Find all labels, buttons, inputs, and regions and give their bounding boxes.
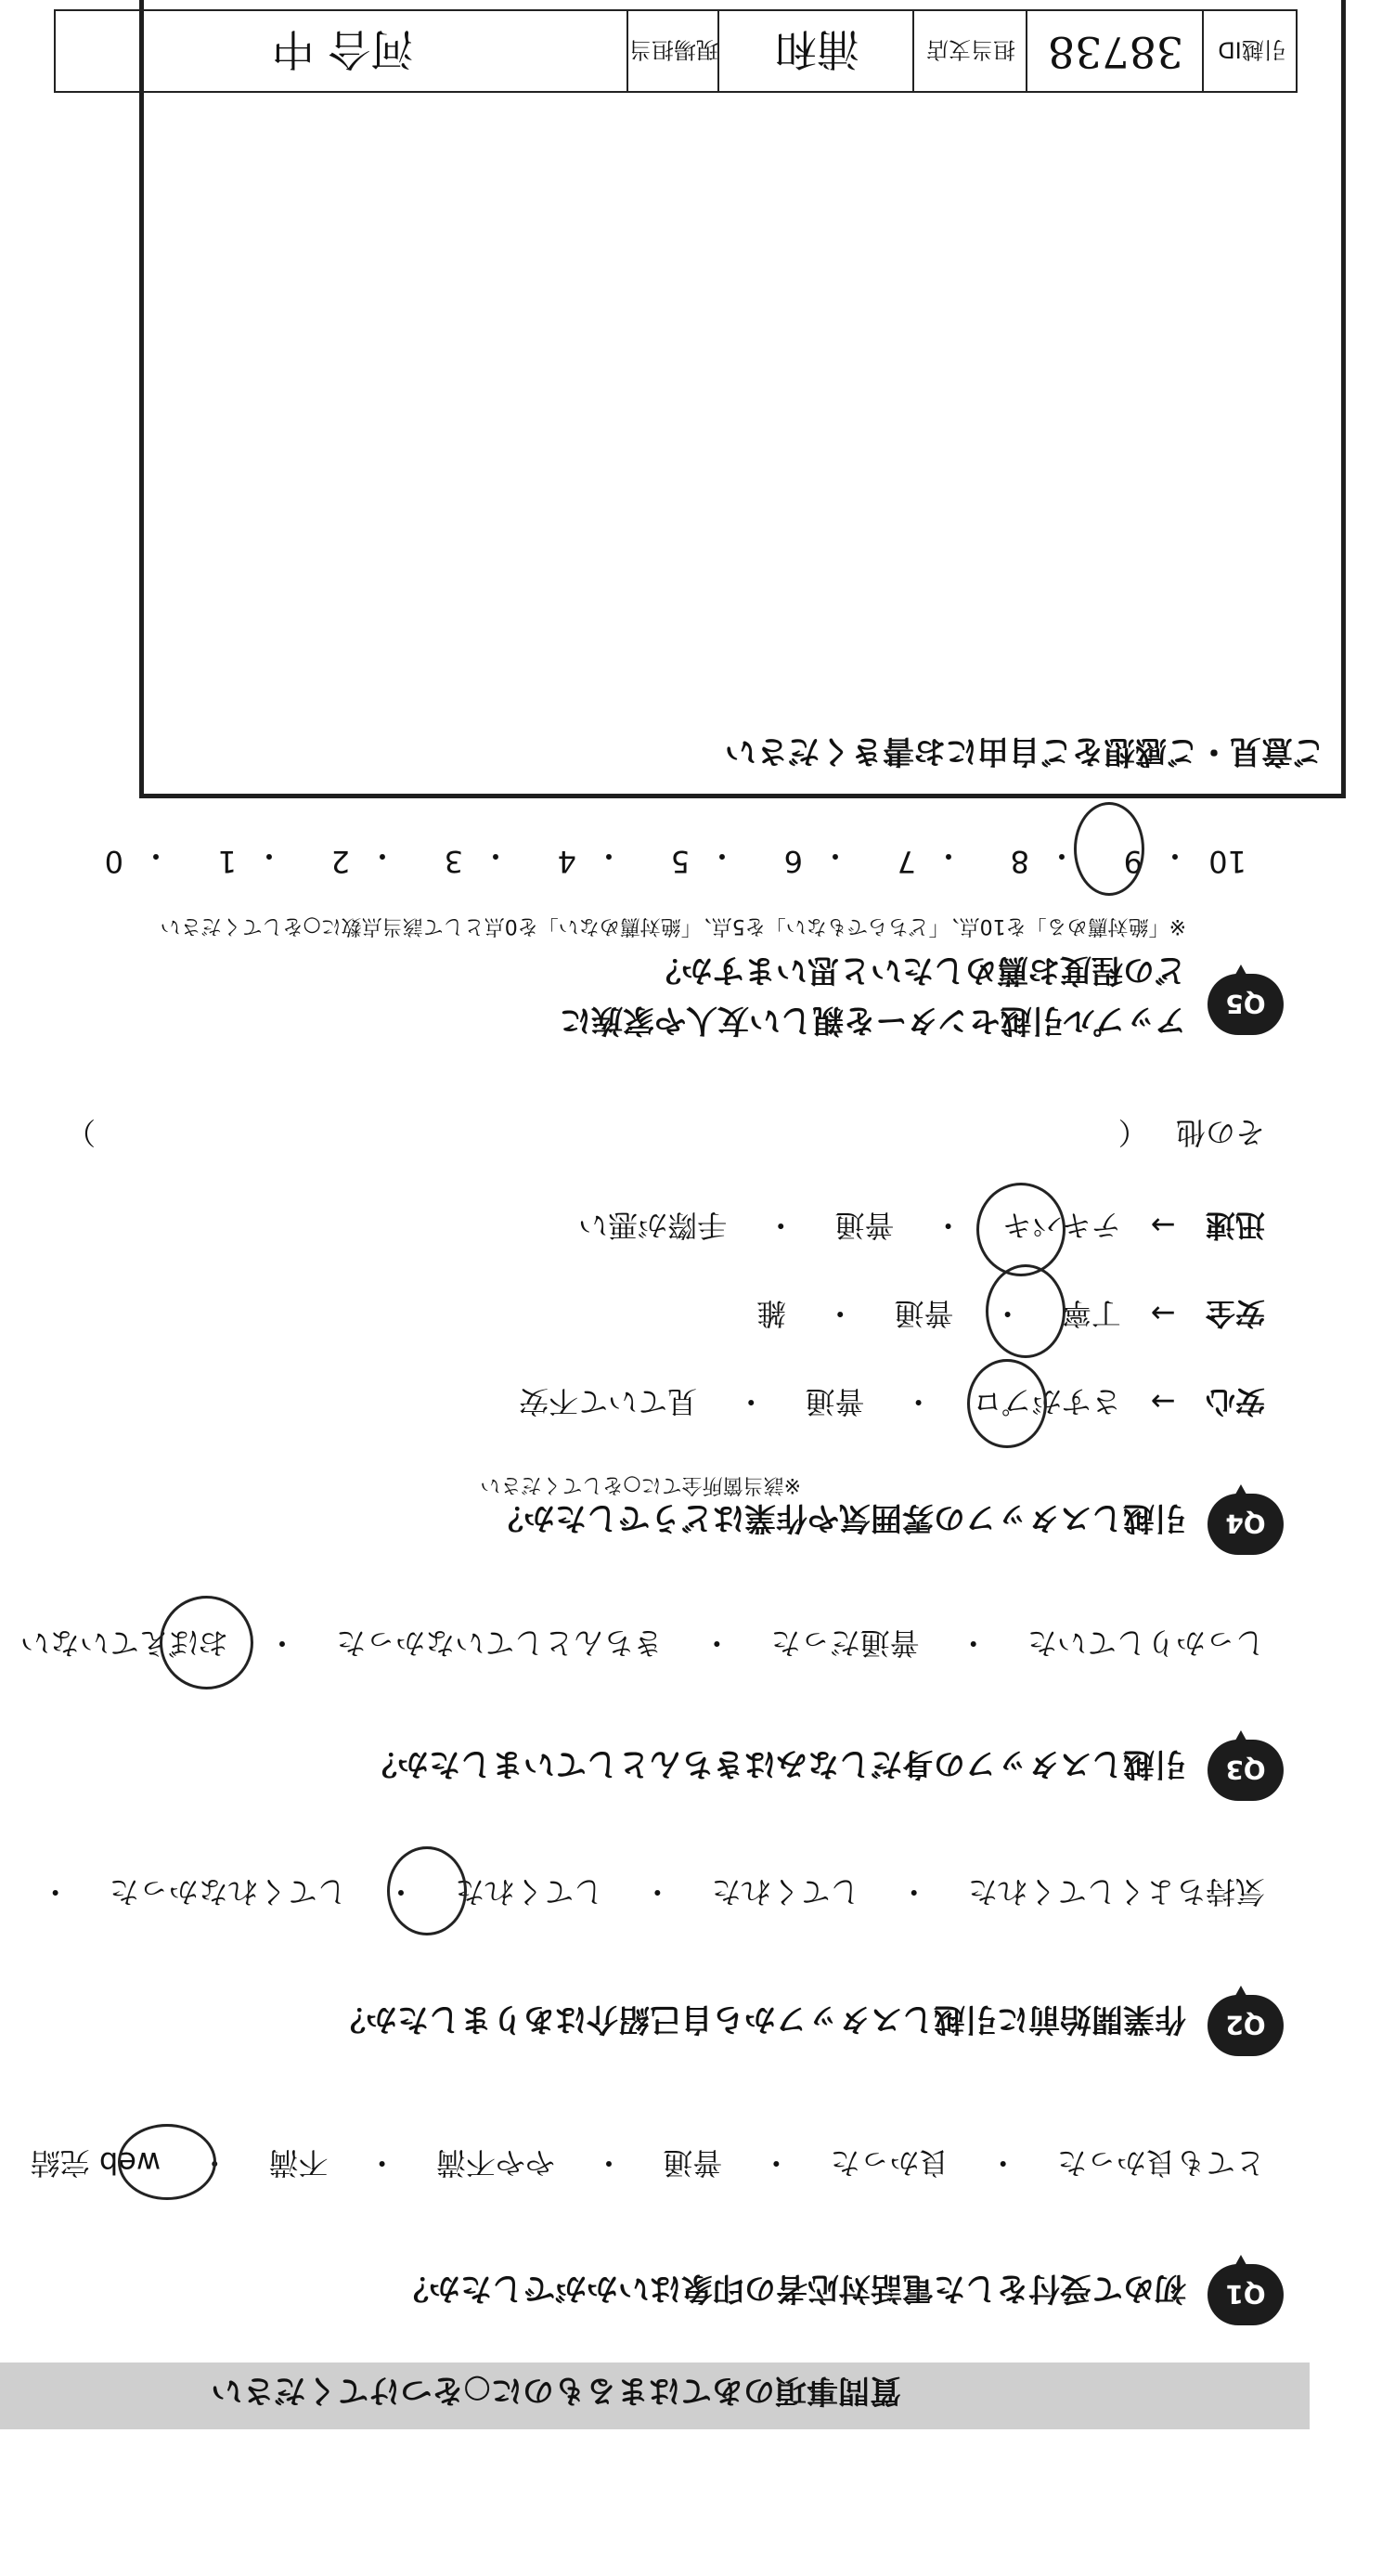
q3-options: しっかりしていた ・ 普通だった ・ きちんとしていなかった ・ おぼえていない <box>19 1625 1265 1661</box>
arrow-icon: → <box>1151 1296 1176 1331</box>
q4-option[interactable]: 見ていて不安 <box>519 1384 698 1419</box>
q4-other-open: （ <box>1117 1115 1148 1150</box>
q4-anshin-circle <box>967 1359 1047 1448</box>
q2-badge: Q2 <box>1208 1995 1284 2056</box>
q3-answer-circle <box>160 1596 253 1689</box>
q5-scale-option[interactable]: 3 <box>444 844 463 879</box>
q4-other-close: ） <box>65 1115 96 1150</box>
q3-badge: Q3 <box>1208 1740 1284 1801</box>
q5-badge: Q5 <box>1208 974 1284 1035</box>
q5-scale-separator: ・ <box>933 838 963 874</box>
q4-other-label: その他 <box>1175 1115 1265 1150</box>
q5-question-line2: どの程度お薦めしたいと思いますか？ <box>650 951 1186 989</box>
q1-question: 初めて受付をした電話対応者の印象はいかがでしたか？ <box>397 2270 1186 2307</box>
q4-row-jinsoku: 迅速 → テキパキ ・ 普通 ・ 手際が悪い <box>578 1208 1265 1243</box>
q5-scale-separator: ・ <box>820 838 850 874</box>
q2-options: 気持ちよくしてくれた ・ してくれた ・ してくれた ・ してくれなかった ・ <box>0 1872 1265 1915</box>
q5-scale-separator: ・ <box>1159 838 1190 874</box>
q5-scale-separator: ・ <box>480 838 510 874</box>
q5-question-line1: アップル引越センターを親しい友人や家族に <box>560 1002 1186 1039</box>
q2-question: 作業開始前に引越しスタッフから自己紹介はありましたか？ <box>334 2000 1186 2038</box>
tanto-shiten-label: 担当支店 <box>912 11 1027 93</box>
q5-scale-option[interactable]: 0 <box>104 844 123 879</box>
q5-note: ※「絶対薦める」を10点、「どちらでもない」を5点、「絶対薦めない」を0点として該当点数に○をしてください <box>160 914 1186 938</box>
q2-option[interactable]: 気持ちよくしてくれた <box>967 1874 1265 1909</box>
q4-other <box>1118 1113 1265 1156</box>
q4-badge: Q4 <box>1208 1494 1284 1555</box>
q4-note: ※該当箇所全てに○をしてください <box>480 1473 801 1496</box>
q4-option[interactable]: 雑 <box>756 1296 787 1331</box>
q5-scale-separator: ・ <box>140 838 171 874</box>
instruction-band <box>0 2362 1310 2429</box>
q4-option[interactable]: 普通 <box>805 1384 865 1419</box>
q4-option[interactable]: 手際が悪い <box>578 1208 728 1243</box>
q1-badge: Q1 <box>1208 2264 1284 2325</box>
q5-scale-separator: ・ <box>593 838 624 874</box>
q5-scale-option[interactable]: 6 <box>783 844 803 879</box>
q2-answer-circle <box>387 1846 467 1935</box>
q5-scale-separator: ・ <box>253 838 284 874</box>
q1-option[interactable]: やや不満 <box>435 2145 555 2181</box>
q2-option[interactable]: してくれなかった <box>109 1874 347 1909</box>
arrow-icon: → <box>1151 1208 1176 1243</box>
instruction-text: 質問事項のあてはまるものに○をつけてください <box>211 2372 901 2409</box>
q4-row-anshin: 安心 → さすがプロ ・ 普通 ・ 見ていて不安 <box>519 1384 1265 1419</box>
q5-scale-option[interactable]: 7 <box>897 844 916 879</box>
q4-option[interactable]: 丁寧 <box>1061 1296 1121 1331</box>
q5-scale-separator: ・ <box>706 838 737 874</box>
comment-label: ご意見・ご感想をご自由にお書きください <box>725 732 1324 770</box>
q5-scale-option[interactable]: 8 <box>1010 844 1029 879</box>
q2-option[interactable]: してくれた <box>455 1874 604 1909</box>
q5-answer-circle <box>1074 802 1144 896</box>
q4-anzen-circle <box>986 1264 1066 1358</box>
hikkoshi-id-value: 38738 <box>1026 11 1204 93</box>
comment-box[interactable] <box>139 0 1346 798</box>
q3-question: 引越しスタッフの身だしなみはきちんとしていましたか？ <box>366 1745 1186 1782</box>
q3-option[interactable]: しっかりしていた <box>1027 1625 1265 1661</box>
q5-scale-option[interactable]: 2 <box>330 844 350 879</box>
q1-option[interactable]: 良かった <box>830 2145 949 2181</box>
q4-option[interactable]: 普通 <box>834 1208 895 1243</box>
arrow-icon: → <box>1151 1384 1176 1419</box>
q4-row-label: 安全 <box>1205 1296 1265 1331</box>
q4-row-label: 安心 <box>1205 1384 1265 1419</box>
q5-scale-separator: ・ <box>1046 838 1077 874</box>
q5-scale-option[interactable]: 9 <box>1123 844 1143 879</box>
q3-option[interactable]: きちんとしていなかった <box>336 1625 664 1661</box>
q2-option[interactable]: してくれた <box>711 1874 860 1909</box>
q2-option[interactable] <box>0 1874 2 1909</box>
genba-tanto-value: 河合 中 <box>54 11 628 93</box>
q5-scale-option[interactable]: 1 <box>217 844 237 879</box>
q5-scale-option[interactable]: 5 <box>670 844 690 879</box>
q4-option[interactable]: テキパキ <box>1001 1208 1121 1243</box>
q1-option[interactable]: とても良かった <box>1056 2145 1265 2181</box>
q5-scale-option[interactable]: 10 <box>1208 844 1246 879</box>
q5-scale-separator: ・ <box>367 838 397 874</box>
q4-jinsoku-circle <box>976 1183 1066 1276</box>
q1-option[interactable]: 普通 <box>663 2145 723 2181</box>
q4-option[interactable]: 普通 <box>894 1296 954 1331</box>
q4-option[interactable]: さすがプロ <box>972 1384 1121 1419</box>
q3-option[interactable]: おぼえていない <box>19 1625 228 1661</box>
q4-row-label: 迅速 <box>1205 1208 1265 1243</box>
tanto-shiten-value: 浦和 <box>717 11 914 93</box>
q5-scale-option[interactable]: 4 <box>557 844 576 879</box>
hikkoshi-id-label: 引越ID <box>1202 11 1299 93</box>
q1-answer-circle <box>118 2124 216 2200</box>
q3-option[interactable]: 普通だった <box>770 1625 920 1661</box>
q4-row-anzen: 安全 → 丁寧 ・ 普通 ・ 雑 <box>756 1296 1265 1331</box>
q1-options: とても良かった ・ 良かった ・ 普通 ・ やや不満 ・ 不満 ・ web 完結 <box>30 2145 1265 2181</box>
q4-question: 引越しスタッフの雰囲気や作業はどうでしたか？ <box>492 1499 1186 1536</box>
q1-option[interactable]: 不満 <box>268 2145 329 2181</box>
q1-option[interactable]: web 完結 <box>30 2145 161 2181</box>
genba-tanto-label: 現場担当 <box>626 11 719 93</box>
